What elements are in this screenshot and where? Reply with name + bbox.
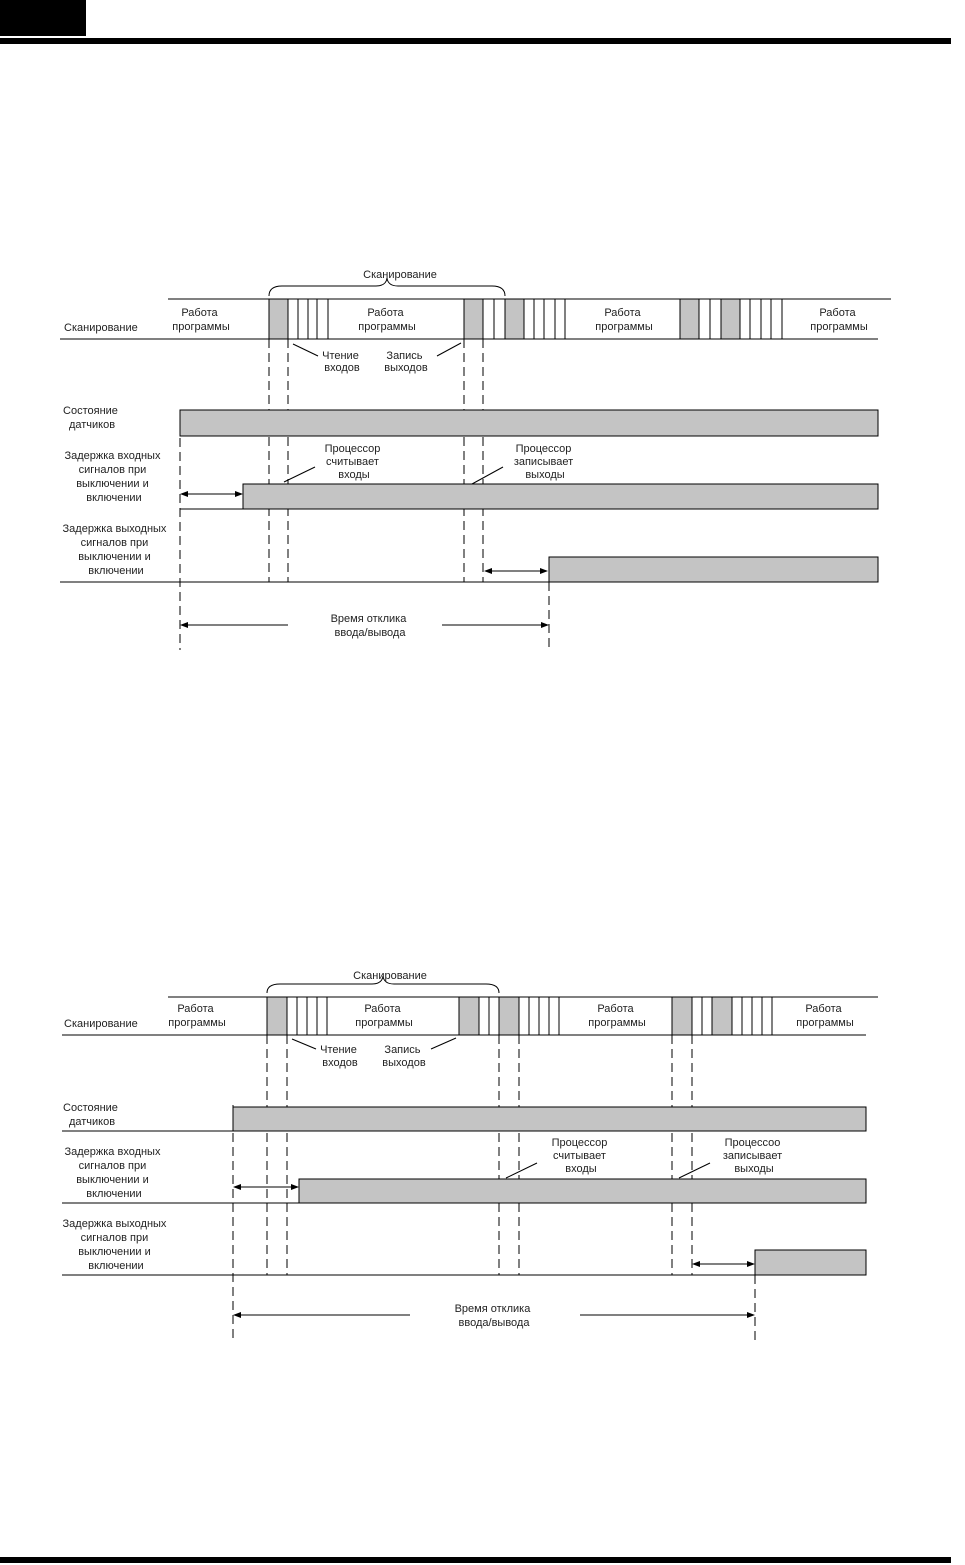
row-label-output-delay: Задержка выходных сигналов при выключении и включении — [62, 523, 167, 577]
program-label: Работа программы — [796, 1003, 854, 1029]
program-label: Работа программы — [172, 307, 230, 333]
read-inputs-label: Чтение входов — [322, 350, 360, 374]
program-label: Работа программы — [810, 307, 868, 333]
input-delay-bar — [243, 484, 878, 509]
scan-brace-label: Сканирование — [363, 269, 437, 281]
cpu-writes-label: Процессор записывает выходы — [513, 443, 574, 481]
row-label-output-delay: Задержка выходных сигналов при выключении и включении — [62, 1218, 167, 1272]
row-label-sensor: Состояние датчиков — [63, 1102, 118, 1128]
program-label: Работа программы — [588, 1003, 646, 1029]
scan-segments — [269, 299, 782, 339]
timing-diagram-1 — [0, 260, 965, 660]
sensor-state-bar — [233, 1107, 866, 1131]
program-label: Работа программы — [358, 307, 416, 333]
scan-write-block — [464, 299, 483, 339]
output-delay-bar — [755, 1250, 866, 1275]
row-label-scan: Сканирование — [64, 1018, 138, 1030]
sensor-state-bar — [180, 410, 878, 436]
write-outputs-label: Запись выходов — [384, 350, 428, 374]
scan-write-block — [672, 997, 692, 1035]
response-time-label: Время отклика ввода/вывода — [330, 613, 407, 639]
timing-diagram-2 — [0, 960, 965, 1360]
scan-segments — [267, 997, 772, 1035]
cpu-reads-label: Процессор считывает входы — [324, 443, 381, 481]
row-label-sensor: Состояние датчиков — [63, 405, 118, 431]
read-inputs-label: Чтение входов — [320, 1044, 358, 1069]
cpu-reads-label: Процессор считывает входы — [551, 1137, 608, 1175]
header-rule — [0, 38, 951, 44]
scan-write-block — [680, 299, 699, 339]
scan-read-block — [721, 299, 740, 339]
input-delay-bar — [299, 1179, 866, 1203]
scan-brace-label: Сканирование — [353, 970, 427, 982]
scan-read-block — [269, 299, 288, 339]
scan-read-block — [505, 299, 524, 339]
footer-rule — [0, 1557, 951, 1563]
scan-read-block — [267, 997, 287, 1035]
output-delay-bar — [549, 557, 878, 582]
scan-read-block — [499, 997, 519, 1035]
row-label-scan: Сканирование — [64, 322, 138, 334]
program-label: Работа программы — [595, 307, 653, 333]
scan-write-block — [459, 997, 479, 1035]
header-block — [0, 0, 86, 36]
program-label: Работа программы — [168, 1003, 226, 1029]
scan-read-block — [712, 997, 732, 1035]
row-label-input-delay: Задержка входных сигналов при выключении и включении — [64, 1146, 161, 1200]
write-outputs-label: Запись выходов — [382, 1044, 426, 1069]
cpu-writes-label: Процессоо записывает выходы — [722, 1137, 783, 1175]
program-label: Работа программы — [355, 1003, 413, 1029]
response-time-label: Время отклика ввода/вывода — [454, 1303, 531, 1329]
row-label-input-delay: Задержка входных сигналов при выключении и включении — [64, 450, 161, 504]
